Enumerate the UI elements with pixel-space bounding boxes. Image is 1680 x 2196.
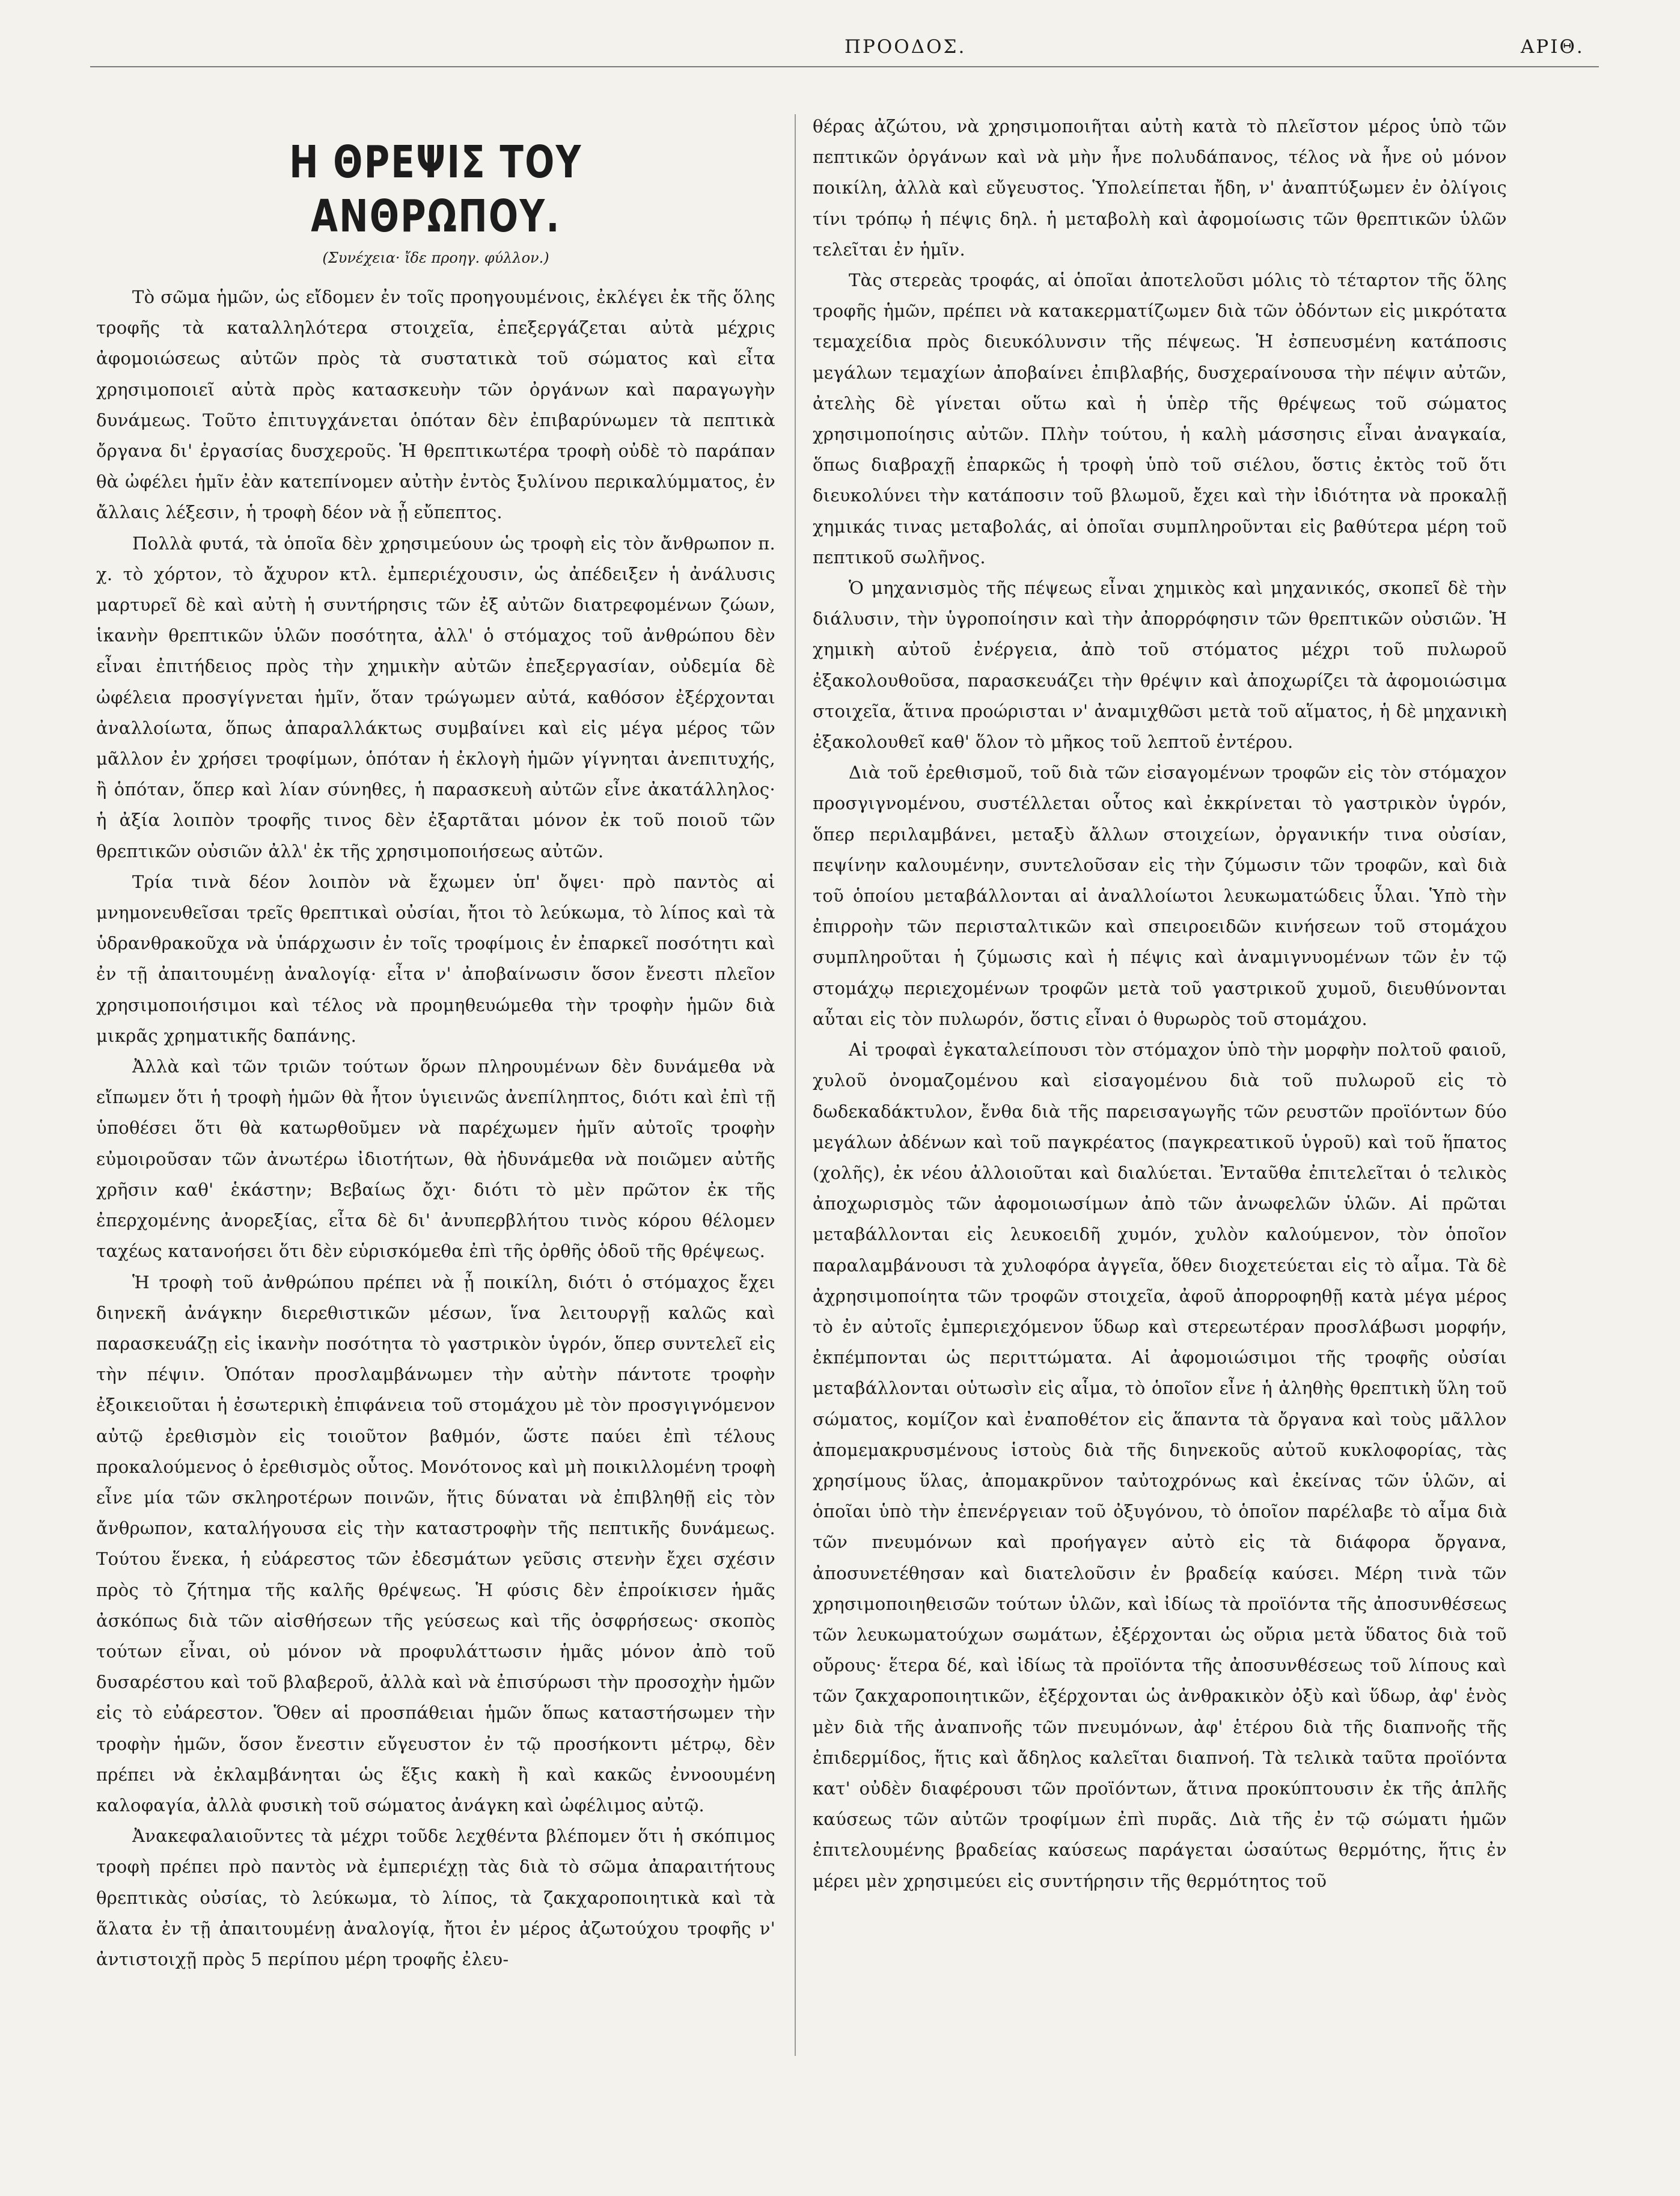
paragraph: Ἀνακεφαλαιοῦντες τὰ μέχρι τοῦδε λεχθέντα βλέπομεν ὅτι ἡ σκόπιμος τροφὴ πρέπει πρὸ παντὸς νὰ ἐμπεριέχῃ τὰς διὰ τὸ σῶμα ἀπαραιτήτους θρεπτικὰς οὐσίας, τὸ λεύκωμα, τὸ λίπος, τὰ ζακχαροποιητικὰ καὶ τὰ ἅλατα ἐν τῇ ἀπαιτουμένῃ ἀναλογίᾳ, ἤτοι ἐν μέρος ἀζωτούχου τροφῆς ν' ἀντιστοιχῇ πρὸς 5 περίπου μέρη τροφῆς ἐλευ- [96,1826,775,1969]
paragraph: Διὰ τοῦ ἐρεθισμοῦ, τοῦ διὰ τῶν εἰσαγομένων τροφῶν εἰς τὸν στόμαχον προσγιγνομένου, συστέλλεται οὗτος καὶ ἐκκρίνεται τὸ γαστρικὸν ὑγρόν, ὅπερ περιλαμβάνει, μεταξὺ ἄλλων στοιχείων, ὀργανικήν τινα οὐσίαν, πεψίνην καλουμένην, συντελοῦσαν εἰς τὴν ζύμωσιν τῶν τροφῶν, καὶ διὰ τοῦ ὁποίου μεταβάλλονται αἱ ἀναλλοίωτοι λευκωματώδεις ὗλαι. Ὑπὸ τὴν ἐπιρροὴν τῶν περισταλτικῶν καὶ σπειροειδῶν κινήσεων τοῦ στομάχου συμπληροῦται ἡ ζύμωσις καὶ ἡ πέψις καὶ ἀναμιγνυομένων τῶν ἐν τῷ στομάχῳ περιεχομένων τροφῶν μετὰ τοῦ γαστρικοῦ χυμοῦ, διευθύνονται αὗται εἰς τὸν πυλωρόν, ὅστις εἶναι ὁ θυρωρὸς τοῦ στομάχου. [813,762,1507,1029]
paragraph: Ἡ τροφὴ τοῦ ἀνθρώπου πρέπει νὰ ᾖ ποικίλη, διότι ὁ στόμαχος ἔχει διηνεκῆ ἀνάγκην διερεθιστικῶν μέσων, ἵνα λειτουργῇ καλῶς καὶ παρασκευάζῃ εἰς ἱκανὴν ποσότητα τὸ γαστρικὸν ὑγρόν, ὅπερ συντελεῖ εἰς τὴν πέψιν. Ὁπόταν προσλαμβάνωμεν τὴν αὐτὴν πάντοτε τροφὴν ἐξοικειοῦται ἡ ἐσωτερικὴ ἐπιφάνεια τοῦ στομάχου μὲ τὸν προσγιγνόμενον αὐτῷ ἐρεθισμὸν εἰς τοιοῦτον βαθμόν, ὥστε παύει ἐπὶ τέλους προκαλούμενος ὁ ἐρεθισμὸς οὗτος. Μονότονος καὶ μὴ ποικιλλομένη τροφὴ εἶνε μία τῶν σκληροτέρων ποινῶν, ἥτις δύναται νὰ ἐπιβληθῇ εἰς τὸν ἄνθρωπον, καταλήγουσα εἰς τὴν καταστροφὴν τῆς πεπτικῆς δυνάμεως. Τούτου ἕνεκα, ἡ εὐάρεστος τῶν ἐδεσμάτων γεῦσις στενὴν ἔχει σχέσιν πρὸς τὸ ζήτημα τῆς καλῆς θρέψεως. Ἡ φύσις δὲν ἐπροίκισεν ἡμᾶς ἀσκόπως διὰ τῶν αἰσθήσεων τῆς γεύσεως καὶ τῆς ὀσφρήσεως· σκοπὸς τούτων εἶναι, οὐ μόνον νὰ προφυλάττωσιν ἡμᾶς μόνον ἀπὸ τοῦ δυσαρέστου καὶ τοῦ βλαβεροῦ, ἀλλὰ καὶ νὰ ἐπισύρωσι τὴν προσοχὴν ἡμῶν εἰς τὸ εὐάρεστον. Ὅθεν αἱ προσπάθειαι ἡμῶν ὅπως καταστήσωμεν τὴν τροφὴν ἡμῶν, ὅσον ἔνεστιν εὔγευστον ἐν τῷ προσήκοντι μέτρῳ, δὲν πρέπει νὰ ἐκλαμβάνηται ὡς ἕξις κακὴ ἢ καὶ κακῶς ἐννοουμένη καλοφαγία, ἀλλὰ φυσικὴ τοῦ σώματος ἀνάγκη καὶ ὠφέλιμος αὐτῷ. [96,1271,775,1815]
paragraph-continued: θέρας ἀζώτου, νὰ χρησιμοποιῆται αὐτὴ κατὰ τὸ πλεῖστον μέρος ὑπὸ τῶν πεπτικῶν ὀργάνων καὶ νὰ μὴν ἦνε πολυδάπανος, τέλος νὰ ἦνε οὐ μόνον ποικίλη, ἀλλὰ καὶ εὔγευστος. Ὑπολείπεται ἤδη, ν' ἀναπτύξωμεν ἐν ὀλίγοις τίνι τρόπῳ ἡ πέψις δηλ. ἡ μεταβολὴ καὶ ἀφομοίωσις τῶν θρεπτικῶν ὑλῶν τελεῖται ἐν ἡμῖν. [813,116,1507,260]
header-rule [90,66,1599,67]
paragraph: Ὁ μηχανισμὸς τῆς πέψεως εἶναι χημικὸς καὶ μηχανικός, σκοπεῖ δὲ τὴν διάλυσιν, τὴν ὑγροποίησιν καὶ τὴν ἀπορρόφησιν τῶν θρεπτικῶν οὐσιῶν. Ἡ χημικὴ αὐτοῦ ἐνέργεια, ἀπὸ τοῦ στόματος μέχρι τοῦ πυλωροῦ ἐξακολουθοῦσα, παρασκευάζει τὴν θρέψιν καὶ ἀποχωρίζει τὰ ἀφομοιώσιμα στοιχεῖα, ἅτινα προώρισται ν' ἀναμιχθῶσι μετὰ τοῦ αἵματος, ἡ δὲ μηχανικὴ ἐξακολουθεῖ καθ' ὅλον τὸ μῆκος τοῦ λεπτοῦ ἐντέρου. [813,578,1507,753]
article-title: Η ΘΡΕΨΙΣ ΤΟΥ ΑΝΘΡΩΠΟΥ. [289,136,582,242]
left-column [96,111,775,1975]
paragraph: Αἱ τροφαὶ ἐγκαταλείπουσι τὸν στόμαχον ὑπὸ τὴν μορφὴν πολτοῦ φαιοῦ, χυλοῦ ὀνομαζομένου καὶ εἰσαγομένου διὰ τοῦ πυλωροῦ εἰς τὸ δωδεκαδάκτυλον, ἔνθα διὰ τῆς παρεισαγωγῆς τῶν ρευστῶν προϊόντων δύο μεγάλων ἀδένων καὶ τοῦ παγκρέατος (παγκρεατικοῦ ὑγροῦ) καὶ τοῦ ἥπατος (χολῆς), ἐκ νέου ἀλλοιοῦται καὶ διαλύεται. Ἐνταῦθα ἐπιτελεῖται ὁ τελικὸς ἀποχωρισμὸς τῶν ἀφομοιωσίμων ἀπὸ τῶν ἀνωφελῶν ὑλῶν. Αἱ πρῶται μεταβάλλονται εἰς λευκοειδῆ χυμόν, χυλὸν καλούμενον, τὸν ὁποῖον παραλαμβάνουσι τὰ χυλοφόρα ἀγγεῖα, ὅθεν διοχετεύεται εἰς τὸ αἷμα. Τὰ δὲ ἀχρησιμοποίητα τῶν τροφῶν στοιχεῖα, ἀφοῦ ἀπορροφηθῇ κατὰ μέγα μέρος τὸ ἐν αὐτοῖς ἐμπεριεχόμενον ὕδωρ καὶ στερεωτέραν προσλάβωσι μορφήν, ἐκπέμπονται ὡς περιττώματα. Αἱ ἀφομοιώσιμοι τῆς τροφῆς οὐσίαι μεταβάλλονται οὑτωσὶν εἰς αἷμα, τὸ ὁποῖον εἶνε ἡ ἀληθὴς θρεπτικὴ ὕλη τοῦ σώματος, κομίζον καὶ ἐναποθέτον εἰς ἅπαντα τὰ ὄργανα καὶ τοὺς μᾶλλον ἀπομεμακρυσμένους ἱστοὺς διὰ τῆς διηνεκοῦς αὐτοῦ κυκλοφορίας, τὰς χρησίμους ὕλας, ἀπομακρῦνον ταὐτοχρόνως καὶ ἐκείνας τῶν ὑλῶν, αἱ ὁποῖαι ὑπὸ τὴν ἐπενέργειαν τοῦ ὀξυγόνου, τὸ ὁποῖον παρέλαβε τὸ αἷμα διὰ τῶν πνευμόνων καὶ προήγαγεν αὐτὸ εἰς τὰ διάφορα ὄργανα, ἀποσυνετέθησαν καὶ διατελοῦσιν ἐν βραδείᾳ καύσει. Μέρη τινὰ τῶν χρησιμοποιηθεισῶν τούτων ὑλῶν, καὶ ἰδίως τὰ προϊόντα τῆς ἀποσυνθέσεως τῶν λευκωματούχων σωμάτων, ἐξέρχονται ὡς οὔρια μετὰ ὕδατος διὰ τοῦ οὔρους· ἕτερα δέ, καὶ ἰδίως τὰ προϊόντα τῆς ἀποσυνθέσεως τοῦ λίπους καὶ τῶν ζακχαροποιητικῶν, ἐξέρχονται ὡς ἀνθρακικὸν ὀξὺ καὶ ὕδωρ, ἀφ' ἑνὸς μὲν διὰ τῆς ἀναπνοῆς τῶν πνευμόνων, ἀφ' ἑτέρου διὰ τῆς διαπνοῆς τῆς ἐπιδερμίδος, ἥτις καὶ ἄδηλος καλεῖται διαπνοή. Τὰ τελικὰ ταῦτα προϊόντα κατ' οὐδὲν διαφέρουσι τῶν προϊόντων, ἅτινα προκύπτουσιν ἐκ τῆς ἁπλῆς καύσεως τῶν αὐτῶν τροφίμων ἐπὶ πυρᾶς. Διὰ τῆς ἐν τῷ σώματι ἡμῶν ἐπιτελουμένης βραδείας καύσεως παράγεται ὡσαύτως θερμότης, ἥτις ἐν μέρει μὲν χρησιμεύει εἰς συντήρησιν τῆς θερμότητος τοῦ [813,1039,1507,1891]
right-column [813,111,1507,1897]
paragraph: Τρία τινὰ δέον λοιπὸν νὰ ἔχωμεν ὑπ' ὄψει· πρὸ παντὸς αἱ μνημονευθεῖσαι τρεῖς θρεπτικαὶ οὐσίαι, ἤτοι τὸ λεύκωμα, τὸ λίπος καὶ τὰ ὑδρανθρακοῦχα νὰ ὑπάρχωσιν ἐν τοῖς τροφίμοις ἐν ἐπαρκεῖ ποσότητι καὶ ἐν τῇ ἀπαιτουμένῃ ἀναλογίᾳ· εἶτα ν' ἀποβαίνωσιν ὅσον ἔνεστι πλεῖον χρησιμοποιήσιμοι καὶ τέλος νὰ προμηθευώμεθα τὴν τροφὴν ἡμῶν διὰ μικρᾶς χρηματικῆς δαπάνης. [96,871,775,1046]
paragraph: Πολλὰ φυτά, τὰ ὁποῖα δὲν χρησιμεύουν ὡς τροφὴ εἰς τὸν ἄνθρωπον π. χ. τὸ χόρτον, τὸ ἄχυρον κτλ. ἐμπεριέχουσιν, ὡς ἀπέδειξεν ἡ ἀνάλυσις μαρτυρεῖ δὲ καὶ αὐτὴ ἡ συντήρησις τῶν ἐξ αὐτῶν διατρεφομένων ζώων, ἱκανὴν θρεπτικῶν ὑλῶν ποσότητα, ἀλλ' ὁ στόμαχος τοῦ ἀνθρώπου δὲν εἶναι ἐπιτήδειος πρὸς τὴν χημικὴν αὐτῶν ἐπεξεργασίαν, οὐδεμία δὲ ὠφέλεια προσγίγνεται ἡμῖν, ὅταν τρώγωμεν αὐτά, καθόσον ἐξέρχονται ἀναλλοίωτα, ὅπως ἀπαραλλάκτως συμβαίνει καὶ εἰς μέγα μέρος τῶν μᾶλλον ἐν χρήσει τροφίμων, ὁπόταν ἡ ἐκλογὴ ἡμῶν γίγνηται ἀνεπιτυχής, ἢ ὁπόταν, ὅπερ καὶ λίαν σύνηθες, ἡ παρασκευὴ αὐτῶν εἶνε ἀκατάλληλος· ἡ ἀξία λοιπὸν τροφῆς τινος δὲν ἐξαρτᾶται μόνον ἐκ τοῦ ποιοῦ τῶν θρεπτικῶν οὐσιῶν ἀλλ' ἐκ τῆς χρησιμοποιήσεως αὐτῶν. [96,533,775,861]
column-divider [795,114,796,2056]
paragraph: Τὸ σῶμα ἡμῶν, ὡς εἴδομεν ἐν τοῖς προηγουμένοις, ἐκλέγει ἐκ τῆς ὅλης τροφῆς τὰ καταλληλότερα στοιχεῖα, ἐπεξεργάζεται αὐτὰ μέχρις ἀφομοιώσεως αὐτῶν πρὸς τὰ συστατικὰ τοῦ σώματος καὶ εἶτα χρησιμοποιεῖ αὐτὰ πρὸς κατασκευὴν τῶν ὀργάνων καὶ παραγωγὴν δυνάμεως. Τοῦτο ἐπιτυγχάνεται ὁπόταν δὲν ἐπιβαρύνωμεν τὰ πεπτικὰ ὄργανα δι' ἐργασίας δυσχεροῦς. Ἡ θρεπτικωτέρα τροφὴ οὐδὲ τὸ παράπαν θὰ ὠφέλει ἡμῖν ἐὰν κατεπίνομεν αὐτὴν ἐντὸς ξυλίνου περικαλύμματος, ἐν ἄλλαις λέξεσιν, ἡ τροφὴ δέον νὰ ᾖ εὔπεπτος. [96,287,775,523]
paragraph: Τὰς στερεὰς τροφάς, αἱ ὁποῖαι ἀποτελοῦσι μόλις τὸ τέταρτον τῆς ὅλης τροφῆς ἡμῶν, πρέπει νὰ κατακερματίζωμεν διὰ τῶν ὀδόντων εἰς μικρότατα τεμαχείδια πρὸς διευκόλυνσιν τῆς πέψεως. Ἡ ἐσπευσμένη κατάποσις μεγάλων τεμαχίων ἀποβαίνει ἐπιβλαβής, δυσχεραίνουσα τὴν πέψιν αὐτῶν, ἀτελὴς δὲ γίνεται οὕτω καὶ ἡ ὑπὲρ τῆς θρέψεως τοῦ σώματος χρησιμοποίησις αὐτῶν. Πλὴν τούτου, ἡ καλὴ μάσσησις εἶναι ἀναγκαία, ὅπως διαβραχῇ ἐπαρκῶς ἡ τροφὴ ὑπὸ τοῦ σιέλου, ὅστις ἐκτὸς τοῦ ὅτι διευκολύνει τὴν κατάποσιν τοῦ βλωμοῦ, ἔχει καὶ τὴν ἰδιότητα νὰ προκαλῇ χημικάς τινας μεταβολάς, αἱ ὁποῖαι συμπληροῦνται εἰς βαθύτερα μέρη τοῦ πεπτικοῦ σωλῆνος. [813,270,1507,567]
paragraph: Ἀλλὰ καὶ τῶν τριῶν τούτων ὅρων πληρουμένων δὲν δυνάμεθα νὰ εἴπωμεν ὅτι ἡ τροφὴ ἡμῶν θὰ ἦτον ὑγιεινῶς ἀνεπίληπτος, διότι καὶ ἐπὶ τῇ ὑποθέσει ὅτι θὰ κατωρθοῦμεν νὰ παρέχωμεν ἡμῖν αὐτοῖς τροφὴν εὐμοιροῦσαν τῶν ἀνωτέρω ἰδιοτήτων, θὰ ἠδυνάμεθα νὰ ποιῶμεν αὐτῆς χρῆσιν καθ' ἑκάστην; Βεβαίως ὄχι· διότι τὸ μὲν πρῶτον ἐκ τῆς ἐπερχομένης ἀνορεξίας, εἶτα δὲ δι' ἀνυπερβλήτου τινὸς κόρου θέλομεν ταχέως κατανοήσει ὅτι δὲν εὑρισκόμεθα ἐπὶ τῆς ὀρθῆς ὁδοῦ τῆς θρέψεως. [96,1056,775,1262]
page-number: ΑΡΙΘ. [1521,36,1584,58]
article-subtitle: (Συνέχεια· ἴδε προηγ. φύλλον.) [322,249,549,266]
page-header [90,36,1593,60]
running-title: ΠΡΟΟΔΟΣ. [845,36,967,58]
